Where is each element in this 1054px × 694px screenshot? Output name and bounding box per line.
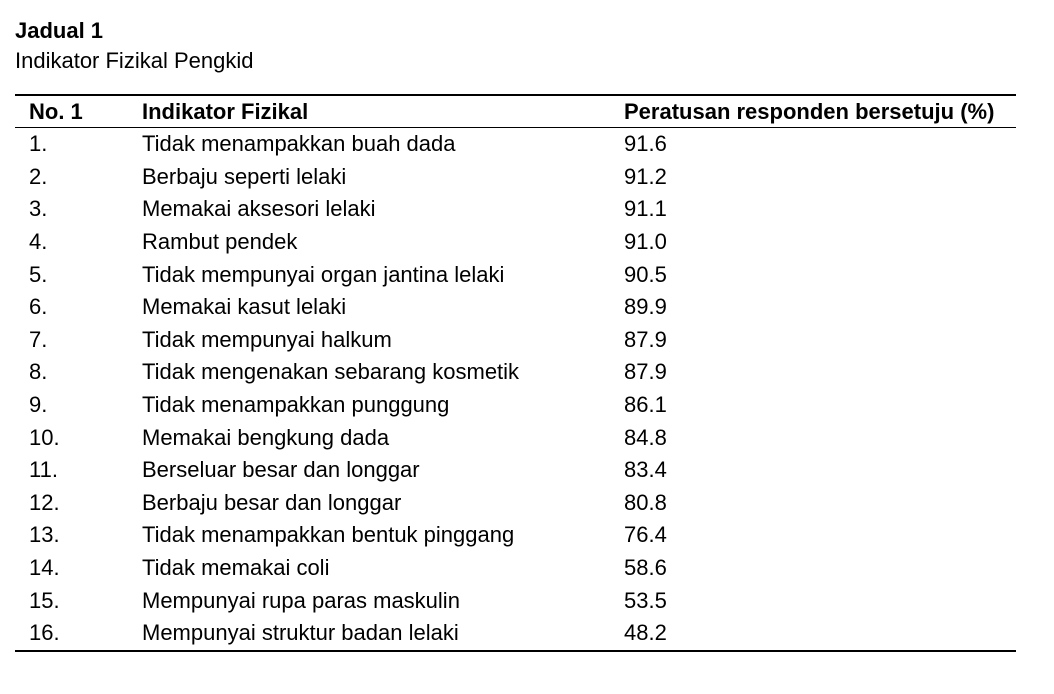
row-number: 14. (29, 555, 60, 581)
row-number: 11. (29, 457, 58, 483)
table-row (15, 128, 1016, 161)
row-number: 15. (29, 587, 60, 613)
header-no: No. 1 (15, 95, 128, 128)
row-percent: 89.9 (624, 294, 667, 320)
row-number: 13. (29, 522, 60, 548)
row-indicator: Berseluar besar dan longgar (142, 457, 420, 483)
row-number: 6. (29, 294, 48, 320)
row-indicator: Tidak mempunyai organ jantina lelaki (142, 261, 505, 287)
header-indicator: Indikator Fizikal (128, 95, 610, 128)
row-percent: 90.5 (624, 261, 667, 287)
row-percent: 91.0 (624, 229, 667, 255)
row-number: 16. (29, 620, 60, 646)
table-row (15, 258, 1016, 291)
table-row (15, 487, 1016, 520)
row-percent: 87.9 (624, 359, 667, 385)
row-percent: 87.9 (624, 326, 667, 352)
row-indicator: Mempunyai rupa paras maskulin (142, 587, 460, 613)
row-percent: 58.6 (624, 555, 667, 581)
header-percent: Peratusan responden bersetuju (%) (610, 95, 1016, 128)
row-percent: 91.1 (624, 196, 667, 222)
row-percent: 86.1 (624, 392, 667, 418)
row-percent: 76.4 (624, 522, 667, 548)
row-indicator: Tidak memakai coli (142, 555, 330, 581)
table-row (15, 584, 1016, 617)
row-number: 2. (29, 163, 48, 189)
document (15, 16, 1016, 652)
row-number: 9. (29, 392, 48, 418)
row-indicator: Tidak menampakkan bentuk pinggang (142, 522, 515, 548)
row-percent: 84.8 (624, 424, 667, 450)
row-number: 7. (29, 326, 48, 352)
row-number: 1. (29, 131, 48, 157)
table-row (15, 552, 1016, 585)
row-indicator: Tidak menampakkan buah dada (142, 131, 456, 157)
indicator-table (15, 94, 1016, 652)
table-label: Jadual 1 (15, 18, 104, 43)
row-percent: 83.4 (624, 457, 667, 483)
row-percent: 91.6 (624, 131, 667, 157)
table-body (15, 128, 1016, 651)
row-indicator: Berbaju besar dan longgar (142, 489, 402, 515)
table-row (15, 161, 1016, 194)
row-indicator: Mempunyai struktur badan lelaki (142, 620, 459, 646)
table-caption: Indikator Fizikal Pengkid (15, 48, 254, 73)
row-indicator: Memakai bengkung dada (142, 424, 390, 450)
row-indicator: Tidak menampakkan punggung (142, 392, 450, 418)
table-row (15, 356, 1016, 389)
row-number: 5. (29, 261, 48, 287)
row-number: 4. (29, 229, 48, 255)
table-row (15, 226, 1016, 259)
row-percent: 91.2 (624, 163, 667, 189)
table-row (15, 193, 1016, 226)
row-percent: 48.2 (624, 620, 667, 646)
row-number: 10. (29, 424, 60, 450)
table-row (15, 324, 1016, 357)
row-indicator: Rambut pendek (142, 229, 298, 255)
table-row (15, 617, 1016, 651)
row-percent: 80.8 (624, 489, 667, 515)
row-indicator: Memakai aksesori lelaki (142, 196, 376, 222)
table-row (15, 389, 1016, 422)
table-header-row (15, 95, 1016, 128)
table-row (15, 421, 1016, 454)
table-row (15, 519, 1016, 552)
table-row (15, 454, 1016, 487)
row-indicator: Tidak mengenakan sebarang kosmetik (142, 359, 520, 385)
row-indicator: Tidak mempunyai halkum (142, 326, 392, 352)
row-indicator: Berbaju seperti lelaki (142, 163, 347, 189)
row-number: 3. (29, 196, 48, 222)
row-indicator: Memakai kasut lelaki (142, 294, 347, 320)
row-percent: 53.5 (624, 587, 667, 613)
row-number: 8. (29, 359, 48, 385)
table-row (15, 291, 1016, 324)
row-number: 12. (29, 489, 60, 515)
